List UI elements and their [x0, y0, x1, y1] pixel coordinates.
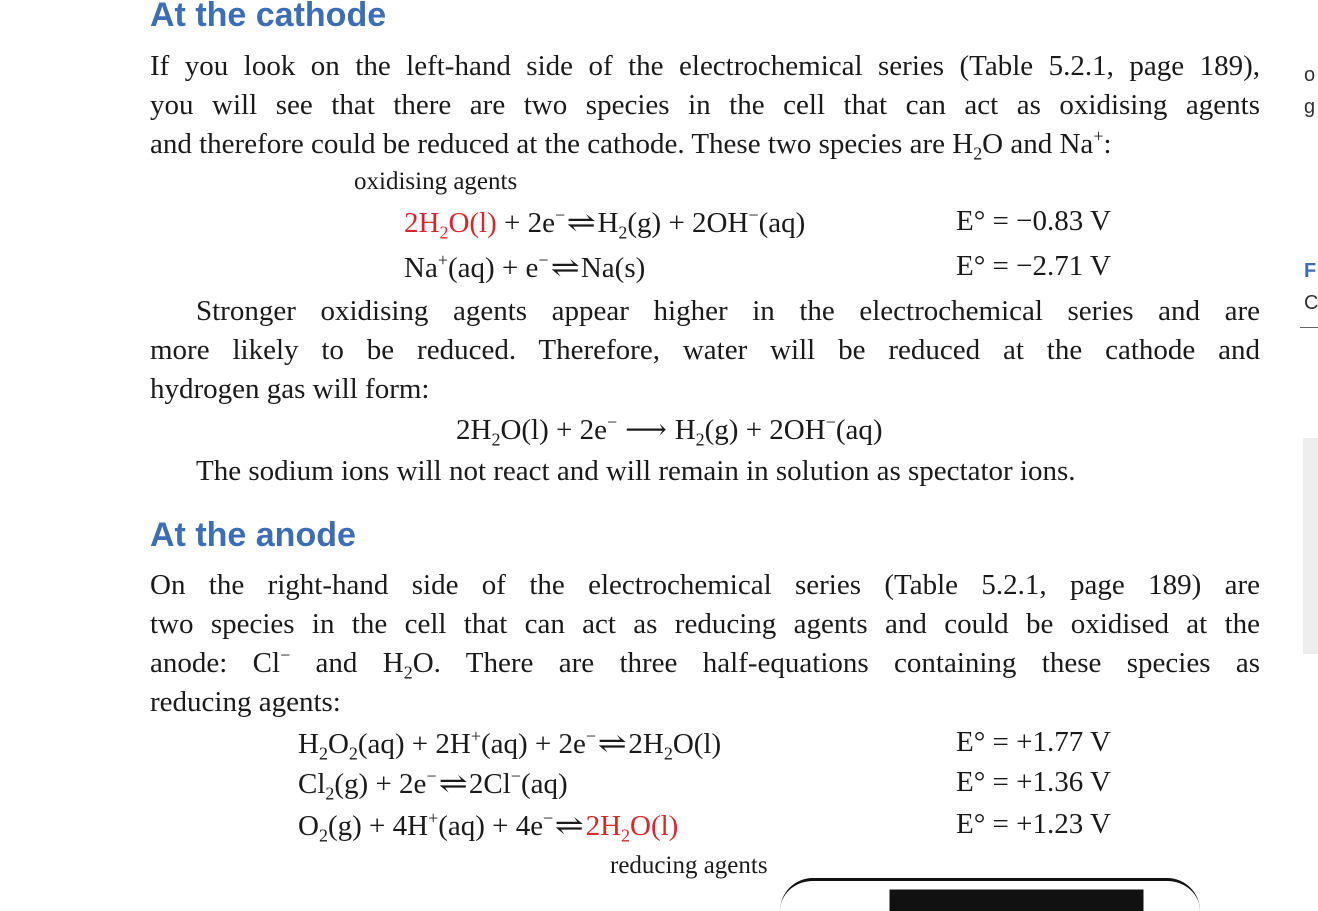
anode-half-equation-oxygen: $O_2(g) + 4H^+(aq)$ + $4e^-\rightleftharpoons 2H_2O(l)$ — [298, 808, 679, 846]
oxidising-species-water: $2H_2O(l)$ — [404, 207, 497, 243]
equilibrium-arrow: ⇌ — [554, 810, 585, 842]
reducing-species-water: $2H_2O(l)$ — [585, 810, 679, 846]
equilibrium-arrow: ⇌ — [438, 768, 468, 800]
anode-potential-chlorine: E° = +1.36 V — [956, 766, 1111, 798]
paragraph-cathode-stronger: Stronger oxidising agents appear higher in the electrochemical series and are more likely to be reduced. Therefore, water will be reduced at the cathode and hydrogen gas will form: — [150, 295, 1260, 405]
cathode-half-equation-sodium: Na+(aq) + e−⇌Na(s) — [404, 250, 646, 284]
spectator-ions-sentence: The sodium ions will not react and will remain in solution as spectator ions. — [196, 455, 1076, 487]
anode-potential-peroxide: E° = +1.77 V — [956, 726, 1111, 758]
cathode-potential-sodium: E° = −2.71 V — [956, 250, 1111, 282]
margin-sidebar-panel — [1303, 438, 1318, 654]
anode-potential-oxygen: E° = +1.23 V — [956, 808, 1111, 840]
equilibrium-arrow: ⇌ — [550, 252, 580, 284]
overlay-edge — [780, 878, 1200, 911]
reducing-agents-label: reducing agents — [610, 852, 768, 879]
margin-fragment: o — [1304, 64, 1316, 86]
oxidising-agents-label: oxidising agents — [354, 168, 518, 195]
reaction-arrow: ⟶ — [625, 414, 667, 446]
equilibrium-arrow: ⇌ — [566, 207, 596, 239]
heading-cathode: At the cathode — [150, 0, 387, 34]
margin-divider — [1300, 327, 1318, 328]
margin-fragment: g — [1304, 96, 1316, 118]
cathode-half-equation-water: $2H_2O(l)$ + $2e^-\rightleftharpoons H_2(g) + 2OH^-(aq)$ — [404, 205, 806, 243]
paragraph-anode-intro: On the right-hand side of the electrochemical series (Table 5.2.1, page 189) are two species in the cell that can act as reducing agents and could be oxidised at the anode: Cl− and $H_2O$. There are three half-equations containing these species as reducing agents: — [150, 569, 1260, 718]
cathode-overall-equation: $2H_2O(l) + 2e^-$ ⟶ $H_2(g) + 2OH^-(aq)$ — [456, 412, 883, 450]
equilibrium-arrow: ⇌ — [597, 728, 627, 760]
anode-half-equation-peroxide: $H_2O_2(aq) + 2H^+(aq)$ + $2e^-\rightleftharpoons 2H_2O(l)$ — [298, 726, 722, 764]
paragraph-cathode-intro: If you look on the left-hand side of the electrochemical series (Table 5.2.1, page 189), you will see that there are two species in the cell that can act as oxidising agents and therefore could be reduced at the cathode. These two species are $H_2O$ and Na+: — [150, 50, 1260, 164]
anode-half-equation-chlorine: $Cl_2(g)$ + 2e−⇌2Cl−(aq) — [298, 766, 568, 804]
margin-fragment: C — [1304, 292, 1318, 314]
heading-anode: At the anode — [150, 516, 356, 554]
cathode-potential-water: E° = −0.83 V — [956, 205, 1111, 237]
margin-fragment: F — [1304, 260, 1317, 282]
